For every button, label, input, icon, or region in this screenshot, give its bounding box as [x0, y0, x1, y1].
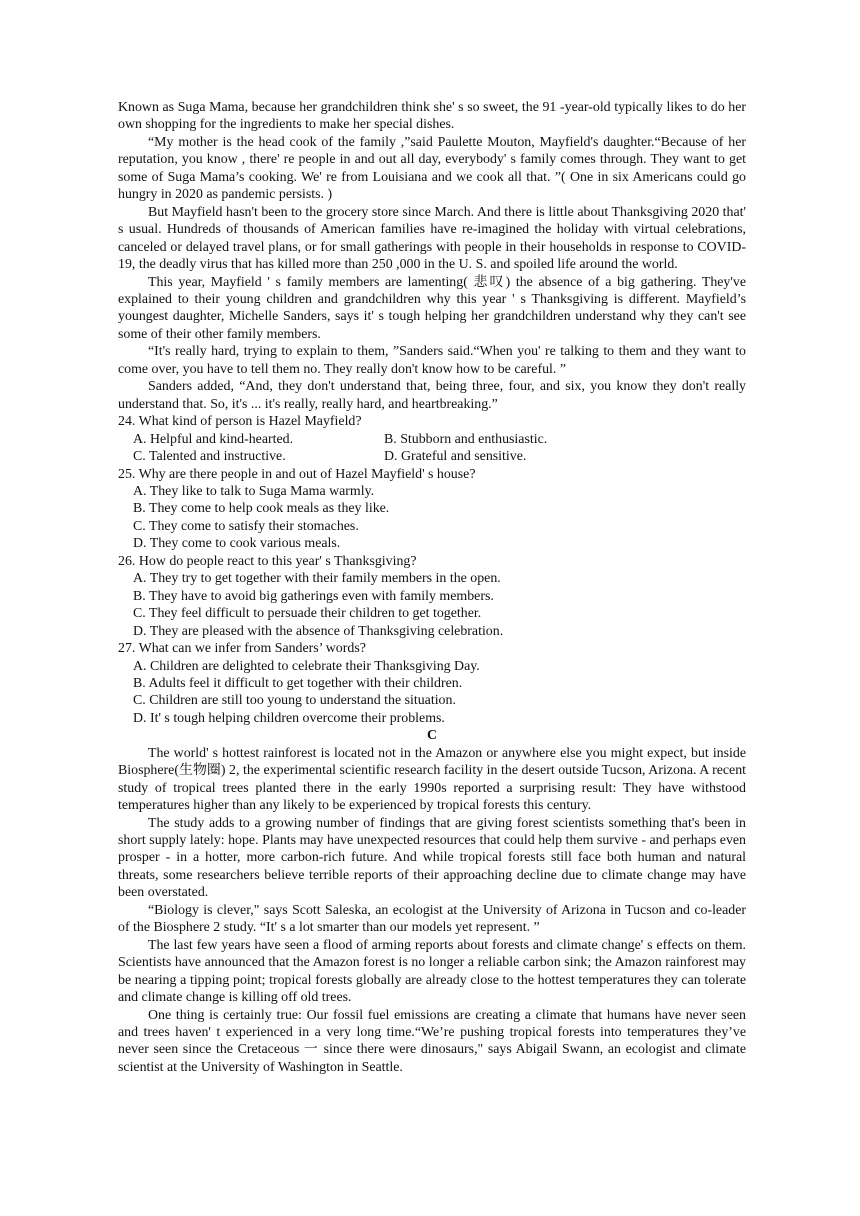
passage-b-paragraph-2: “My mother is the head cook of the family ,”said Paulette Mouton, Mayfield's daughter.“Because of her reputation, you know , there' re people in and out all day, everybody' s family comes through. They want to get some of Suga Mama’s cooking. We' re from Louisiana and we cook all that. ”( One in six Americans could go hungry in 2020 as pandemic persists. ) [118, 134, 746, 203]
option-row [133, 448, 746, 465]
option-b: B. Adults feel it difficult to get together with their children. [133, 675, 463, 691]
passage-b-paragraph-1: Known as Suga Mama, because her grandchildren think she' s so sweet, the 91 -year-old typically likes to do her own shopping for the ingredients to make her special dishes. [118, 100, 746, 133]
passage-b-paragraph-3: But Mayfield hasn't been to the grocery store since March. And there is little about Thanksgiving 2020 that' s usual. Hundreds of thousands of American families have re-imagined the holiday with virtual celebrations, canceled or delayed travel plans, or for small gatherings with people in their households in response to COVID-19, the deadly virus that has killed more than 250 ,000 in the U. S. and spoiled life around the world. [118, 204, 746, 273]
passage-b [118, 99, 746, 413]
passage-b-paragraph-4: This year, Mayfield ' s family members are lamenting( 悲叹) the absence of a big gathering. They've explained to their young children and grandchildren why this year ' s Thanksgiving is different. Mayfield’s youngest daughter, Michelle Sanders, says it' s tough helping her grandchildren understand why they can't see some of their other family members. [118, 274, 746, 342]
passage-c-paragraph-4: The last few years have seen a flood of arming reports about forests and climate change' s effects on them. Scientists have announced that the Amazon forest is no longer a reliable carbon sink; the Amazon rainforest may be nearing a tipping point; tropical forests globally are already close to the hottest temperatures they can tolerate and climate change is killing off old trees. [118, 937, 746, 1006]
passage-c-paragraph-3: “Biology is clever," says Scott Saleska, an ecologist at the University of Arizona in Tucson and co-leader of the Biosphere 2 study. “It' s a lot smarter than our models yet represent. ” [118, 902, 746, 936]
option-c: C. They feel difficult to persuade their children to get together. [133, 606, 482, 622]
option-d: D. They come to cook various meals. [133, 536, 341, 552]
option-c: C. Children are still too young to understand the situation. [133, 693, 456, 709]
passage-c-paragraph-5: One thing is certainly true: Our fossil fuel emissions are creating a climate that humans have never seen and trees haven' t experienced in a very long time.“We’re pushing tropical forests into temperatures they’ve never seen since the Cretaceous 一 since there were dinosaurs," says Abigail Swann, an ecologist and climate scientist at the University of Washington in Seattle. [118, 1007, 746, 1075]
question-stem: 27. What can we infer from Sanders’ words? [118, 641, 366, 657]
passage-c [118, 745, 746, 1077]
option-d: D. Grateful and sensitive. [384, 449, 527, 465]
option-c: C. They come to satisfy their stomaches. [133, 518, 359, 534]
passage-b-paragraph-5: “It's really hard, trying to explain to them, ”Sanders said.“When you' re talking to them and they want to come over, you have to tell them no. They really don't know how to be careful. ” [118, 344, 746, 377]
option-d: D. They are pleased with the absence of Thanksgiving celebration. [133, 623, 504, 639]
section-heading-c: C [426, 728, 438, 744]
passage-c-paragraph-2: The study adds to a growing number of findings that are giving forest scientists something that's been in short supply lately: hope. Plants may have unexpected resources that could help them survive - and perhaps even prosper - in a hotter, more carbon-rich future. And while tropical forests still face both human and natural threats, some researchers believe terrible reports of their approaching decline due to climate change may have been overstated. [118, 815, 746, 901]
question-stem: 26. How do people react to this year' s Thanksgiving? [118, 553, 417, 569]
option-row [133, 431, 746, 448]
option-a: A. Children are delighted to celebrate their Thanksgiving Day. [133, 658, 480, 674]
option-b: B. They have to avoid big gatherings even with family members. [133, 588, 494, 604]
question-stem: 24. What kind of person is Hazel Mayfield? [118, 414, 362, 430]
option-c: C. Talented and instructive. [133, 449, 286, 465]
passage-c-paragraph-1: The world' s hottest rainforest is located not in the Amazon or anywhere else you might expect, but inside Biosphere(生物圈) 2, the experimental scientific research facility in the desert outside Tucson, Arizona. A recent study of tropical trees planted there in the early 1990s reported a surprising result: They have withstood temperatures higher than any likely to be experienced by tropical forests this century. [118, 745, 746, 814]
question-24 [118, 413, 746, 465]
question-stem: 25. Why are there people in and out of Hazel Mayfield' s house? [118, 466, 476, 482]
question-27 [118, 640, 746, 727]
option-d: D. It' s tough helping children overcome their problems. [133, 710, 445, 726]
option-b: B. Stubborn and enthusiastic. [384, 431, 548, 447]
question-26 [118, 553, 746, 640]
option-b: B. They come to help cook meals as they like. [133, 501, 390, 517]
passage-b-paragraph-6: Sanders added, “And, they don't understand that, being three, four, and six, you know they don't really understand that. So, it's ... it's really, really hard, and heartbreaking.” [118, 379, 746, 412]
option-a: A. They like to talk to Suga Mama warmly. [133, 483, 375, 499]
option-a: A. They try to get together with their family members in the open. [133, 571, 501, 587]
option-a: A. Helpful and kind-hearted. [133, 431, 294, 447]
question-25 [118, 466, 746, 553]
